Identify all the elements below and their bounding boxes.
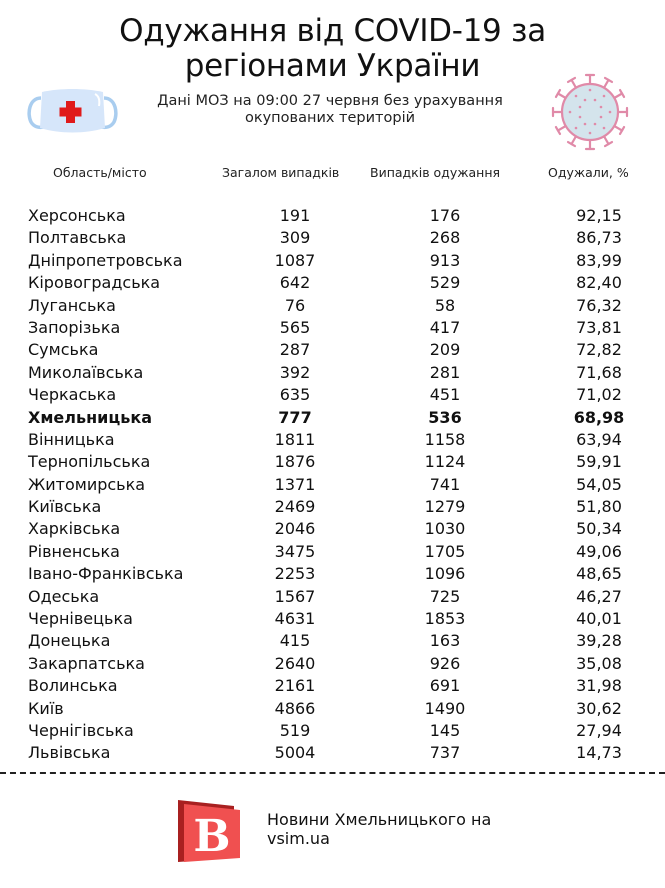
table-row: Запорізька 565 417 73,81 [28, 317, 622, 337]
table-row: Рівненська 3475 1705 49,06 [28, 541, 622, 561]
region-cell: Миколаївська [28, 362, 144, 382]
region-cell: Запорізька [28, 317, 121, 337]
medical-mask-icon [25, 84, 120, 136]
region-cell: Донецька [28, 631, 111, 651]
data-source-note [120, 93, 540, 127]
region-cell: Київська [28, 497, 102, 517]
regions-table [0, 205, 665, 765]
region-cell: Київ [28, 698, 64, 718]
table-row: Одеська 1567 725 46,27 [28, 586, 622, 606]
table-row: Івано-Франківська 2253 1096 48,65 [28, 564, 622, 584]
table-row: Тернопільська 1876 1124 59,91 [28, 452, 622, 472]
region-cell: Рівненська [28, 541, 120, 561]
table-row: Миколаївська 392 281 71,68 [28, 362, 622, 382]
column-header-total-cases: Загалом випадків [222, 165, 340, 180]
region-cell: Вінницька [28, 429, 115, 449]
region-cell: Житомирська [28, 474, 146, 494]
region-cell: Хмельницька [28, 407, 152, 427]
region-cell: Кіровоградська [28, 273, 161, 293]
subtitle-line-2: окупованих територій [244, 110, 416, 126]
table-row: Харківська 2046 1030 50,34 [28, 519, 622, 539]
table-row: Київ 4866 1490 30,62 [28, 698, 622, 718]
table-row: Полтавська 309 268 86,73 [28, 228, 622, 248]
footer-site-link[interactable]: vsim.ua [267, 829, 330, 848]
table-row: Вінницька 1811 1158 63,94 [28, 429, 622, 449]
dashed-divider [0, 772, 665, 774]
table-row: Львівська 5004 737 14,73 [28, 743, 622, 763]
region-cell: Чернігівська [28, 720, 134, 740]
column-header-recovered-percent: Одужали, % [548, 165, 629, 180]
region-cell: Чернівецька [28, 609, 133, 629]
footer-credit [267, 810, 491, 848]
region-cell: Закарпатська [28, 653, 145, 673]
table-row: Дніпропетровська 1087 913 83,99 [28, 250, 622, 270]
table-row: Закарпатська 2640 926 35,08 [28, 653, 622, 673]
table-row: Чернігівська 519 145 27,94 [28, 720, 622, 740]
table-row: Житомирська 1371 741 54,05 [28, 474, 622, 494]
coronavirus-icon [548, 71, 632, 153]
subtitle-line-1: Дані МОЗ на 09:00 27 червня без урахування [157, 93, 503, 109]
column-header-recovered-cases: Випадків одужання [370, 165, 501, 180]
region-cell: Луганська [28, 295, 116, 315]
footer-line-1: Новини Хмельницького на [267, 810, 492, 829]
region-cell: Полтавська [28, 228, 127, 248]
table-row: Луганська 76 58 76,32 [28, 295, 622, 315]
region-cell: Харківська [28, 519, 121, 539]
table-row: Донецька 415 163 39,28 [28, 631, 622, 651]
table-row: Сумська 287 209 72,82 [28, 340, 622, 360]
title-line-2: регіонами України [184, 48, 481, 84]
table-row: Чернівецька 4631 1853 40,01 [28, 609, 622, 629]
region-cell: Волинська [28, 676, 118, 696]
vsim-logo-icon [176, 796, 244, 864]
table-header [0, 165, 665, 183]
title-line-1: Одужання від COVID-19 за [119, 13, 546, 49]
region-cell: Херсонська [28, 206, 126, 225]
column-header-region: Область/місто [53, 165, 147, 180]
region-cell: Одеська [28, 586, 100, 606]
region-cell: Черкаська [28, 385, 117, 405]
svg-text:B: B [193, 811, 231, 862]
region-cell: Сумська [28, 340, 99, 360]
region-cell: Львівська [28, 743, 111, 763]
table-row: Волинська 2161 691 31,98 [28, 676, 622, 696]
table-row: Хмельницька 777 536 68,98 [28, 407, 625, 427]
table-row: Черкаська 635 451 71,02 [28, 385, 622, 405]
region-cell: Івано-Франківська [28, 564, 184, 584]
region-cell: Тернопільська [28, 452, 151, 472]
table-row: Херсонська 191 176 92,15 [28, 206, 622, 225]
region-cell: Дніпропетровська [28, 250, 183, 270]
table-row: Кіровоградська 642 529 82,40 [28, 273, 622, 293]
table-row: Київська 2469 1279 51,80 [28, 497, 622, 517]
